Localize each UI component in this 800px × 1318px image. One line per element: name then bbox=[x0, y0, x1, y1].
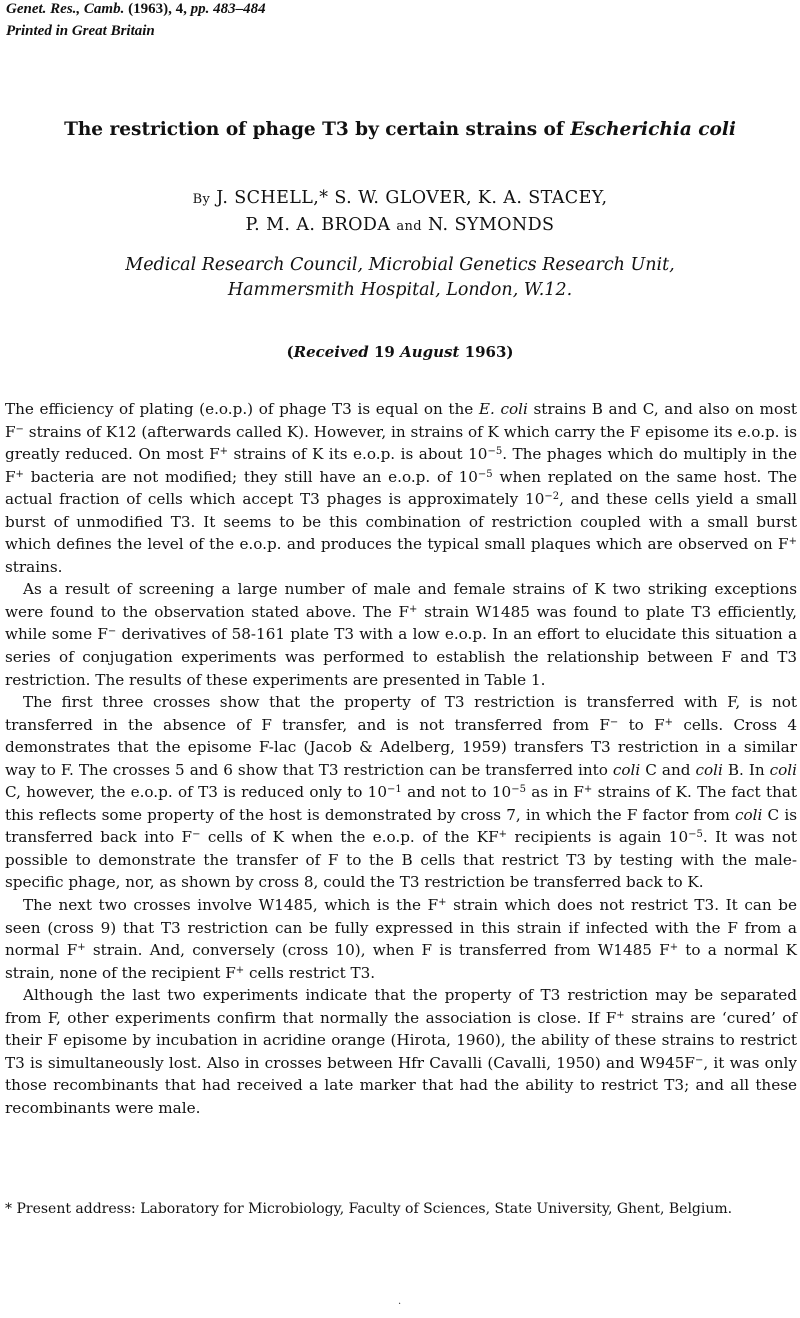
affiliation-line-2: Hammersmith Hospital, London, W.12. bbox=[227, 280, 573, 300]
article-title: The restriction of phage T3 by certain strains of Escherichia coli bbox=[64, 119, 736, 140]
page-mark: . bbox=[398, 1296, 402, 1307]
received-date: (Received 19 August 1963) bbox=[286, 343, 514, 361]
journal-citation: Genet. Res., Camb. (1963), 4, pp. 483–484 bbox=[6, 1, 266, 17]
authors-line-2: P. M. A. BRODA and N. SYMONDS bbox=[245, 215, 555, 235]
affiliation-line-1: Medical Research Council, Microbial Genetics Research Unit, bbox=[125, 255, 675, 275]
paragraph-1: The efficiency of plating (e.o.p.) of phage T3 is equal on the E. coli strains B and C, and also on most F− strains of K12 (afterwards called K). However, in strains of K which carry the F episome its e.o.p. is greatly reduced. On most F+ strains of K its e.o.p. is about $10^{-5}$. The phages which do multiply in the F+ bacteria are not modified; they still have an e.o.p. of $10^{-5}$ when replated on the same host. The actual fraction of cells which accept T3 phages is approximately $10^{-2}$, and these cells yield a small burst of unmodified T3. It seems to be this combination of restriction coupled with a small burst which defines the level of the e.o.p. and produces the typical small plaques which are observed on F+ strains. bbox=[5, 400, 798, 576]
authors-line-1: By J. SCHELL,* S. W. GLOVER, K. A. STACEY, bbox=[192, 188, 608, 208]
printed-in: Printed in Great Britain bbox=[6, 23, 155, 39]
paragraph-4: The next two crosses involve W1485, which is the F+ strain which does not restrict T3. It can be seen (cross 9) that T3 restriction can be fully expressed in this strain if infected with the F from a normal F+ strain. And, conversely (cross 10), when F is transferred from W1485 F+ to a normal K strain, none of the recipient F+ cells restrict T3. bbox=[5, 896, 798, 982]
paragraph-2: As a result of screening a large number of male and female strains of K two striking exceptions were found to the observation stated above. The F+ strain W1485 was found to plate T3 efficiently, while some F− derivatives of 58-161 plate T3 with a low e.o.p. In an effort to elucidate this situation a series of conjugation experiments was performed to establish the relationship between F and T3 restriction. The results of these experiments are presented in Table 1. bbox=[5, 580, 797, 689]
species-name: Escherichia coli bbox=[570, 119, 736, 140]
paragraph-3: The first three crosses show that the property of T3 restriction is transferred with F, is not transferred in the absence of F transfer, and is not transferred from F− to F+ cells. Cross 4 demonstrates that the episome F-lac (Jacob & Adelberg, 1959) transfers T3 restriction in a similar way to F. The crosses 5 and 6 show that T3 restriction can be transferred into coli C and coli B. In coli C, however, the e.o.p. of T3 is reduced only to $10^{-1}$ and not to $10^{-5}$ as in F+ strains of K. The fact that this reflects some property of the host is demonstrated by cross 7, in which the F factor from coli C is transferred back into F− cells of K when the e.o.p. of the KF+ recipients is again $10^{-5}$. It was not possible to demonstrate the transfer of F to the B cells that restrict T3 by testing with the male-specific phage, nor, as shown by cross 8, could the T3 restriction be transferred back to K. bbox=[5, 693, 798, 892]
footnote: * Present address: Laboratory for Microbiology, Faculty of Sciences, State University, Ghent, Belgium. bbox=[5, 1201, 733, 1217]
article-body bbox=[5, 398, 797, 1120]
paragraph-5: Although the last two experiments indicate that the property of T3 restriction may be separated from F, other experiments confirm that normally the association is close. If F+ strains are ‘cured’ of their F episome by incubation in acridine orange (Hirota, 1960), the ability of these strains to restrict T3 is simultaneously lost. Also in crosses between Hfr Cavalli (Cavalli, 1950) and W945F−, it was only those recombinants that had received a late marker that had the ability to restrict T3; and all these recombinants were male. bbox=[5, 986, 797, 1117]
